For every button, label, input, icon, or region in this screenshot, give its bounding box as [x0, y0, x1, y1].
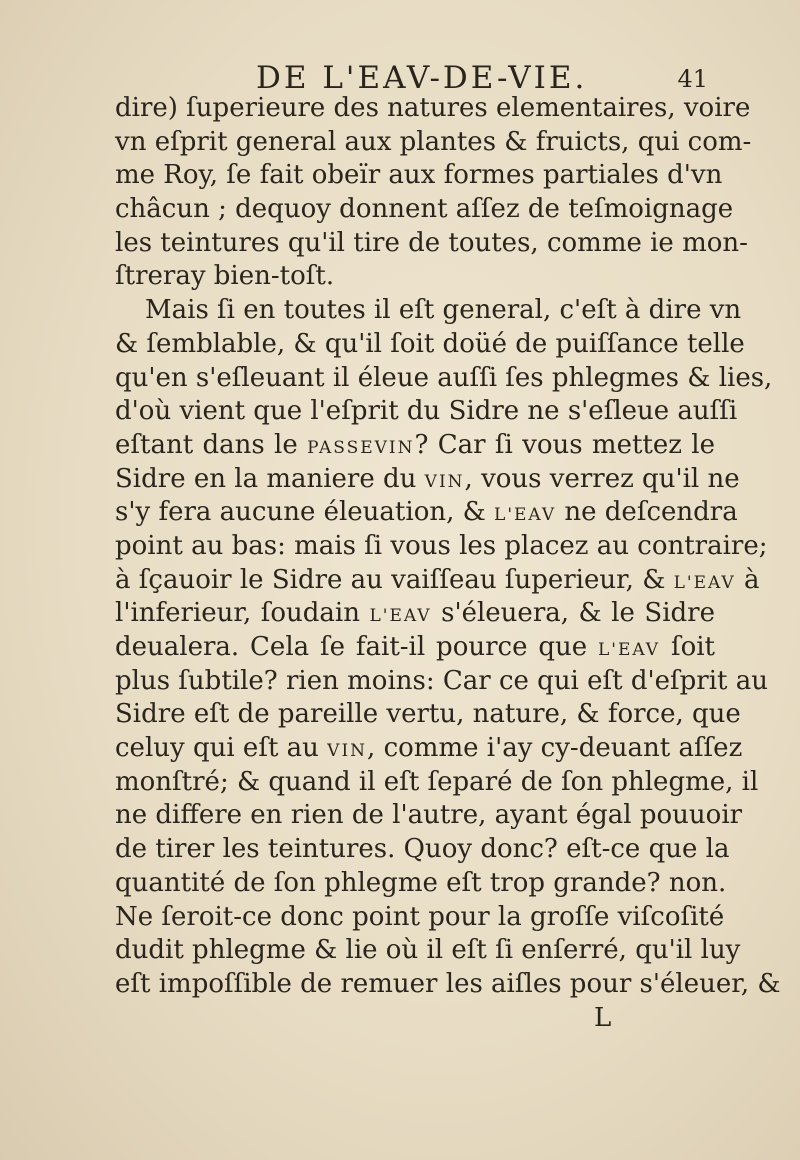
- text-segment: ſoit: [660, 632, 715, 662]
- text-segment: & ſemblable, & qu'il ſoit doüé de puiſſance telle: [115, 328, 745, 359]
- text-line: [115, 159, 723, 193]
- text-line: [115, 193, 734, 227]
- running-title: DE L'EAV-DE-VIE.: [256, 60, 588, 96]
- small-caps-word: L'EAV: [369, 606, 432, 627]
- text-segment: dire) ſuperieure des natures elementaires, voire: [115, 93, 751, 123]
- text-segment: point au bas: mais ſi vous les placez au contraire;: [115, 530, 768, 561]
- text-segment: eſtant dans le: [115, 429, 308, 460]
- text-line: [115, 126, 752, 160]
- body-text: [115, 92, 781, 1002]
- small-caps-word: VIN: [327, 741, 368, 762]
- text-line: [115, 901, 725, 935]
- text-segment: me Roy, ſe fait obeïr aux formes partiales d'vn: [115, 160, 723, 191]
- text-line: [115, 766, 759, 800]
- text-line: [115, 698, 741, 732]
- text-segment: l'inferieur, ſoudain: [115, 598, 370, 629]
- text-segment: Mais ſi en toutes il eſt general, c'eſt à dire vn: [145, 295, 742, 326]
- text-line: [115, 260, 715, 294]
- text-segment: celuy qui eſt au: [115, 733, 328, 764]
- text-segment: à ſçauoir le Sidre au vaiſſeau ſuperieur, &: [115, 564, 674, 595]
- text-segment: monſtré; & quand il eſt ſeparé de ſon phlegme, il: [115, 766, 759, 797]
- text-segment: vn eſprit general aux plantes & fruicts, qui com-: [115, 126, 752, 157]
- text-segment: , vous verrez qu'il ne: [464, 463, 740, 494]
- text-segment: s'éleuera, & le Sidre: [431, 598, 715, 629]
- text-segment: s'y fera aucune éleuation, &: [115, 497, 495, 528]
- text-line: [115, 463, 740, 497]
- text-line: [115, 833, 730, 867]
- text-segment: ? Car ſi vous mettez le: [414, 429, 715, 460]
- text-line: [115, 530, 768, 564]
- text-line: [115, 92, 751, 126]
- page-number: 41: [677, 65, 708, 93]
- text-segment: ne deſcendra: [556, 497, 738, 528]
- text-line: [115, 968, 781, 1002]
- text-line: [115, 564, 760, 598]
- text-line: [115, 362, 773, 396]
- text-line: [115, 328, 745, 362]
- text-segment: châcun ; dequoy donnent aſſez de teſmoignage: [115, 194, 734, 225]
- small-caps-word: VIN: [424, 471, 465, 492]
- text-line: [115, 867, 727, 901]
- small-caps-word: L'EAV: [494, 505, 557, 526]
- text-line: [115, 631, 715, 665]
- text-segment: Sidre en la maniere du: [115, 463, 425, 494]
- text-line: [115, 799, 743, 833]
- text-segment: qu'en s'eſleuant il éleue auſſi ſes phlegmes & lies,: [115, 362, 773, 393]
- text-segment: dudit phlegme & lie où il eſt ſi enſerré, qu'il luy: [115, 935, 741, 966]
- text-segment: deualera. Cela ſe fait-il pource que: [115, 632, 598, 662]
- text-line: [115, 429, 715, 463]
- text-line: [115, 665, 769, 699]
- text-segment: à: [735, 564, 760, 595]
- small-caps-word: PASSEVIN: [307, 437, 415, 458]
- text-segment: Ne ſeroit-ce donc point pour la groſſe viſcoſité: [115, 901, 725, 932]
- text-line: [115, 934, 741, 968]
- text-segment: Sidre eſt de pareille vertu, nature, & force, que: [115, 699, 741, 730]
- text-segment: quantité de ſon phlegme eſt trop grande? non.: [115, 867, 727, 898]
- text-line: [115, 395, 738, 429]
- small-caps-word: L'EAV: [597, 640, 661, 660]
- small-caps-word: L'EAV: [673, 572, 736, 593]
- text-segment: ne differe en rien de l'autre, ayant égal pouuoir: [115, 800, 743, 831]
- text-line: [115, 227, 748, 261]
- text-line: [115, 732, 743, 766]
- text-segment: plus ſubtile? rien moins: Car ce qui eſt d'eſprit au: [115, 665, 769, 696]
- text-segment: eſt impoſſible de remuer les aiſles pour s'éleuer, &: [115, 968, 781, 999]
- catchword: L: [594, 1003, 612, 1033]
- text-line: [115, 294, 742, 328]
- page-header: [0, 60, 800, 96]
- text-segment: les teintures qu'il tire de toutes, comme ie mon-: [115, 227, 748, 258]
- text-segment: ſtreray bien-toſt.: [115, 261, 335, 292]
- text-segment: , comme i'ay cy-deuant aſſez: [367, 733, 743, 764]
- text-line: [115, 597, 715, 631]
- text-segment: d'où vient que l'eſprit du Sidre ne s'eſleue auſſi: [115, 396, 738, 427]
- text-line: [115, 496, 738, 530]
- text-segment: de tirer les teintures. Quoy donc? eſt-ce que la: [115, 834, 730, 865]
